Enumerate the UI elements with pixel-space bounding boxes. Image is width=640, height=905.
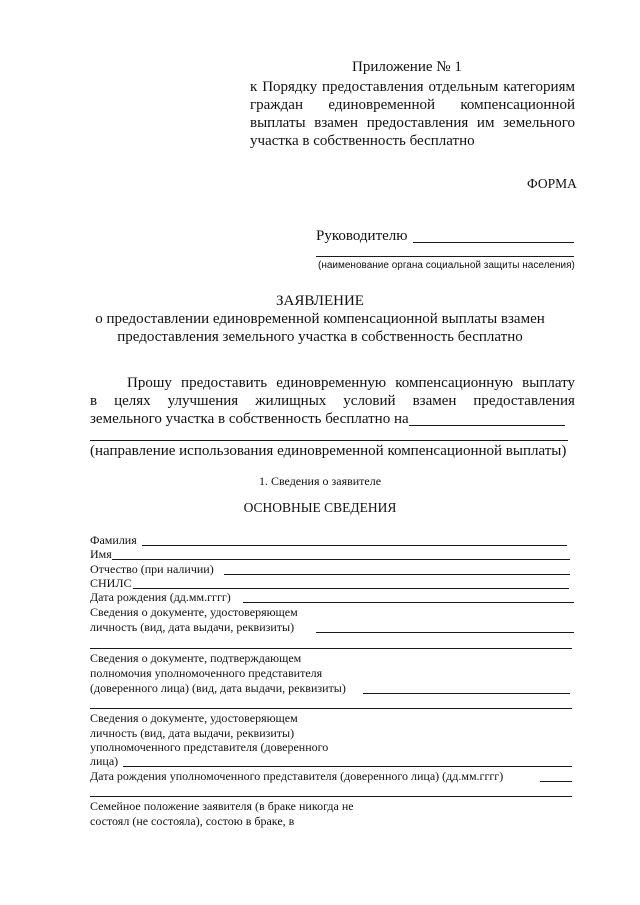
request-line-3: земельного участка в собственность бесплатно на [90, 411, 409, 427]
family-status-label-2: состоял (не состояла), состою в браке, в [90, 814, 295, 828]
statement-title: ЗАЯВЛЕНИЕ [276, 293, 364, 309]
rep-birth-field[interactable] [540, 781, 572, 782]
rep-id-label-2: личность (вид, дата выдачи, реквизиты) [90, 726, 295, 740]
patronymic-label: Отчество (при наличии) [90, 562, 214, 576]
family-status-label-1: Семейное положение заявителя (в браке никогда не [90, 799, 354, 813]
appendix-line-1: к Порядку предоставления отдельным категориям [250, 79, 575, 95]
statement-subtitle-2: предоставления земельного участка в собственность бесплатно [117, 329, 523, 345]
appendix-line-2: граждан единовременной компенсационной [250, 97, 575, 113]
id-doc-field[interactable] [316, 632, 574, 633]
id-doc-label-1: Сведения о документе, удостоверяющем [90, 605, 298, 619]
request-line-1: Прошу предоставить единовременную компенсационную выплату [127, 375, 575, 391]
rep-id-label-4: лица) [90, 754, 119, 768]
snils-label: СНИЛС [90, 576, 132, 590]
basic-info-title: ОСНОВНЫЕ СВЕДЕНИЯ [243, 500, 397, 515]
recipient-line[interactable] [413, 242, 574, 243]
auth-doc-label-3: (доверенного лица) (вид, дата выдачи, реквизиты) [90, 681, 346, 695]
request-caption: (направление использования единовременной компенсационной выплаты) [90, 443, 567, 459]
id-doc-label-2: личность (вид, дата выдачи, реквизиты) [90, 620, 295, 634]
auth-doc-label-1: Сведения о документе, подтверждающем [90, 651, 302, 665]
request-line-2: в целях улучшения жилищных условий взамен предоставления [90, 393, 575, 409]
auth-doc-field-2[interactable] [90, 708, 572, 709]
surname-field[interactable] [142, 545, 567, 546]
statement-subtitle-1: о предоставлении единовременной компенсационной выплаты взамен [95, 311, 545, 327]
recipient-label: Руководителю [316, 228, 408, 244]
auth-doc-label-2: полномочия уполномоченного представителя [90, 666, 323, 680]
rep-birth-label: Дата рождения уполномоченного представителя (доверенного лица) (дд.мм.гггг) [90, 769, 504, 783]
form-label: ФОРМА [527, 176, 577, 191]
recipient-caption: (наименование органа социальной защиты населения) [318, 260, 575, 271]
name-field[interactable] [112, 559, 570, 560]
request-direction-line-2[interactable] [90, 440, 568, 441]
surname-label: Фамилия [90, 533, 137, 547]
birth-date-label: Дата рождения (дд.мм.гггг) [90, 590, 231, 604]
patronymic-field[interactable] [224, 574, 570, 575]
rep-id-field[interactable] [123, 766, 572, 767]
rep-id-label-3: уполномоченного представителя (доверенного [90, 740, 329, 754]
rep-birth-field-2[interactable] [90, 796, 572, 797]
request-direction-line[interactable] [409, 425, 565, 426]
rep-id-label-1: Сведения о документе, удостоверяющем [90, 711, 298, 725]
snils-field[interactable] [133, 588, 569, 589]
appendix-line-4: участка в собственность бесплатно [250, 133, 475, 149]
appendix-title: Приложение № 1 [352, 59, 462, 75]
name-label: Имя [90, 547, 112, 561]
recipient-line-2[interactable] [316, 256, 574, 257]
auth-doc-field[interactable] [363, 693, 570, 694]
birth-date-field[interactable] [243, 602, 574, 603]
appendix-line-3: выплаты взамен предоставления им земельного [250, 115, 575, 131]
id-doc-field-2[interactable] [90, 648, 572, 649]
section-1-title: 1. Сведения о заявителе [258, 474, 382, 488]
